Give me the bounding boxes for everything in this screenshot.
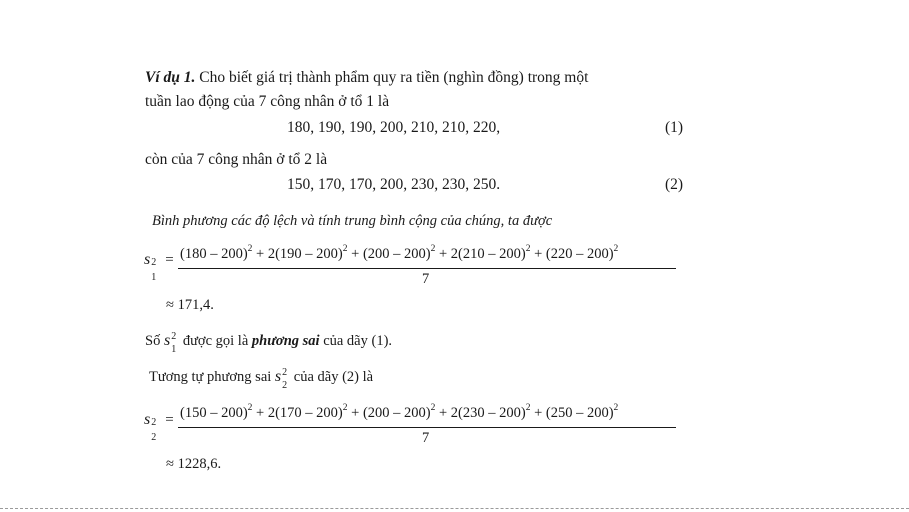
numerator-term: + (250 – 200) bbox=[530, 405, 614, 421]
explanation-line: Bình phương các độ lệch và tính trung bình cộng của chúng, ta được bbox=[152, 213, 553, 229]
example-intro-line-1 bbox=[145, 68, 588, 88]
variance-term: phương sai bbox=[251, 333, 320, 349]
formula-2-variable: s bbox=[144, 411, 151, 428]
numerator-term: (150 – 200) bbox=[180, 405, 248, 421]
similar-superscript: 2 bbox=[282, 367, 288, 378]
similar-variance-line bbox=[149, 367, 374, 391]
similar-subscript: 2 bbox=[282, 380, 288, 391]
numerator-term: + (220 – 200) bbox=[530, 246, 614, 262]
formula-2-equals: = bbox=[165, 412, 174, 428]
formula-1-denominator: 7 bbox=[422, 271, 430, 287]
formula-2-denominator: 7 bbox=[422, 430, 430, 446]
numerator-exponent: 2 bbox=[613, 403, 619, 413]
similar-suffix: của dãy (2) là bbox=[290, 369, 374, 385]
numerator-term: + (200 – 200) bbox=[347, 405, 431, 421]
numerator-exponent: 2 bbox=[525, 244, 531, 254]
numerator-exponent: 2 bbox=[247, 244, 253, 254]
numerator-exponent: 2 bbox=[430, 403, 436, 413]
variance-def-prefix: Số bbox=[145, 333, 164, 349]
sequence-2-values: 150, 170, 170, 200, 230, 230, 250. bbox=[287, 176, 501, 193]
variance-def-middle: được gọi là bbox=[179, 333, 252, 349]
variance-definition bbox=[145, 331, 393, 355]
formula-1-equals: = bbox=[165, 252, 174, 268]
example-intro-text: Cho biết giá trị thành phẩm quy ra tiền (nghìn đồng) trong một bbox=[195, 69, 589, 86]
formula-1-lhs bbox=[144, 251, 174, 283]
numerator-term: + 2(210 – 200) bbox=[435, 246, 526, 262]
numerator-exponent: 2 bbox=[525, 403, 531, 413]
variance-def-subscript: 1 bbox=[171, 344, 177, 355]
formula-1-numerator bbox=[180, 244, 618, 263]
numerator-exponent: 2 bbox=[247, 403, 253, 413]
sequence-1-tag: (1) bbox=[665, 119, 684, 136]
formula-1-variable: s bbox=[144, 251, 151, 268]
numerator-exponent: 2 bbox=[342, 403, 348, 413]
sequence-1-values: 180, 190, 190, 200, 210, 210, 220, bbox=[287, 119, 501, 136]
formula-1-superscript: 2 bbox=[151, 257, 157, 268]
formula-1-fraction-bar bbox=[178, 268, 676, 269]
formula-2-subscript: 2 bbox=[151, 432, 157, 443]
numerator-exponent: 2 bbox=[430, 244, 436, 254]
formula-1-subscript: 1 bbox=[151, 272, 157, 283]
numerator-term: + 2(170 – 200) bbox=[252, 405, 343, 421]
numerator-term: + (200 – 200) bbox=[347, 246, 431, 262]
formula-1-approx: ≈ 171,4. bbox=[166, 297, 214, 313]
formula-2-approx: ≈ 1228,6. bbox=[166, 456, 222, 472]
numerator-exponent: 2 bbox=[613, 244, 619, 254]
numerator-exponent: 2 bbox=[342, 244, 348, 254]
numerator-term: + 2(230 – 200) bbox=[435, 405, 526, 421]
numerator-term: + 2(190 – 200) bbox=[252, 246, 343, 262]
variance-def-superscript: 2 bbox=[171, 331, 177, 342]
similar-variable: s bbox=[274, 368, 282, 385]
variance-def-variable: s bbox=[163, 332, 171, 349]
formula-2-numerator bbox=[180, 403, 618, 422]
group-2-intro: còn của 7 công nhân ở tổ 2 là bbox=[145, 151, 328, 168]
formula-2-lhs bbox=[144, 411, 174, 443]
similar-prefix: Tương tự phương sai bbox=[149, 369, 275, 385]
formula-2-fraction-bar bbox=[178, 427, 676, 428]
sequence-2-tag: (2) bbox=[665, 176, 684, 193]
formula-2-superscript: 2 bbox=[151, 417, 157, 428]
page-bottom-dashed-line bbox=[0, 508, 909, 509]
variance-def-suffix: của dãy (1). bbox=[319, 333, 393, 349]
example-intro-line-2: tuần lao động của 7 công nhân ở tổ 1 là bbox=[145, 93, 390, 110]
example-label: Ví dụ 1. bbox=[145, 69, 196, 86]
numerator-term: (180 – 200) bbox=[180, 246, 248, 262]
